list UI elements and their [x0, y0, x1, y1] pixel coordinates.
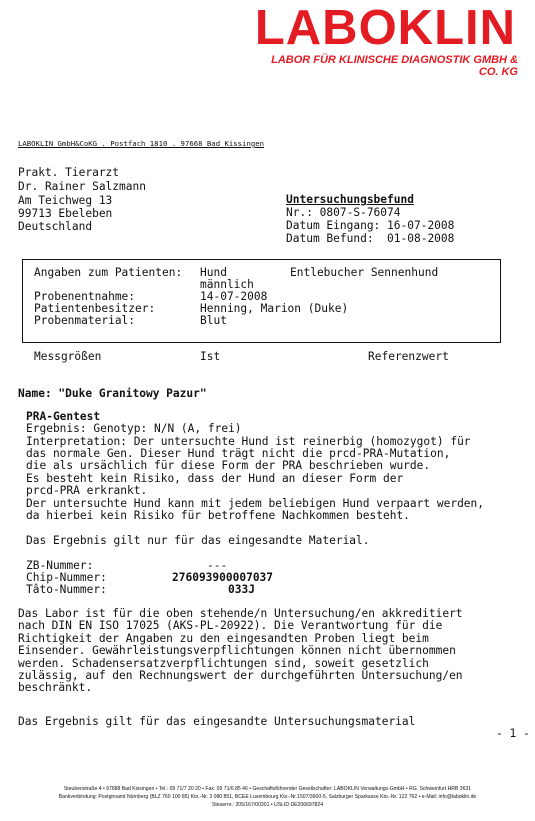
- date-result: Datum Befund: 01-08-2008: [286, 232, 455, 245]
- interpretation-line-5: prcd-PRA erkrankt.: [26, 484, 148, 497]
- patient-sex: männlich: [200, 278, 254, 291]
- page-number: - 1 -: [496, 727, 530, 740]
- owner-name: Henning, Marion (Duke): [200, 302, 349, 315]
- disclaimer-line-1: Das Labor ist für die oben stehende/n Untersuchung/en akkreditiert: [18, 607, 463, 620]
- zb-value: ---: [207, 559, 228, 572]
- column-actual: Ist: [200, 350, 221, 363]
- test-result: Ergebnis: Genotyp: N/N (A, frei): [26, 422, 242, 435]
- dog-name: Name: "Duke Granitowy Pazur": [18, 387, 207, 400]
- interpretation-line-4: Es besteht kein Risiko, dass der Hund an dieser Form der: [26, 472, 404, 485]
- footer-tax: Steuernr.: 205/167/00301 • USt.ID DE206697824: [211, 802, 324, 808]
- interpretation-line-3: die als ursächlich für diese Form der PRA beschrieben wurde.: [26, 459, 431, 472]
- disclaimer-line-2: nach DIN EN ISO 17025 (AKS-PL-20922). Die Verantwortung für die: [18, 619, 443, 632]
- recipient-line-1: Prakt. Tierarzt: [18, 166, 120, 179]
- patient-species: Hund: [200, 266, 227, 279]
- tato-label: Tâto-Nummer:: [26, 583, 107, 596]
- recipient-line-3: Am Teichweg 13: [18, 194, 113, 207]
- lab-tagline: LABOR FÜR KLINISCHE DIAGNOSTIK GMBH & CO. KG: [271, 54, 518, 78]
- column-reference: Referenzwert: [368, 350, 449, 363]
- patient-breed: Entlebucher Sennenhund: [290, 266, 439, 279]
- interpretation-line-7: da hierbei kein Risiko für betroffene Nachkommen besteht.: [26, 509, 410, 522]
- closing-statement: Das Ergebnis gilt für das eingesandte Untersuchungsmaterial: [18, 715, 416, 728]
- footer-bank: Bankverbindung: Postgiroamt Nürnberg (BLZ 760 100 85) Kto.-Nr. 3 080 851, BCEE Luxembourg Kto.-Nr.1507/3600-5, Salzburger Sparkasse Kto.-Nr. 122 762 • e-Mail: info@laboklin.de: [58, 794, 477, 800]
- disclaimer-line-4: Einsender. Gewährleistungsverpflichtungen können nicht übernommen: [18, 644, 456, 657]
- recipient-line-4: 99713 Ebeleben: [18, 207, 113, 220]
- disclaimer-line-7: beschränkt.: [18, 681, 93, 694]
- sample-date: 14-07-2008: [200, 290, 268, 303]
- tato-value: 033J: [228, 583, 255, 596]
- interpretation-line-2: das normale Gen. Dieser Hund trägt nicht die prcd-PRA-Mutation,: [26, 447, 451, 460]
- recipient-line-2: Dr. Rainer Salzmann: [18, 180, 146, 193]
- material-label: Probenmaterial:: [34, 314, 136, 327]
- column-measure: Messgrößen: [34, 350, 102, 363]
- chip-value: 276093900007037: [172, 571, 274, 584]
- footer-address: Steubenstraße 4 • 97688 Bad Kissingen • Tel.: 09 71/7 20 20 • Fax: 09 71/6 85 46 • Geschäftsführender Gesellschafter: LABOKLIN Verwaltungs-GmbH • RG. Schweinfurt HRB 3631: [63, 786, 472, 792]
- disclaimer-line-3: Richtigkeit der Angaben zu den eingesandten Proben liegt beim: [18, 632, 429, 645]
- chip-label: Chip-Nummer:: [26, 571, 107, 584]
- date-received: Datum Eingang: 16-07-2008: [286, 219, 455, 232]
- laboklin-logo: LABOKLIN: [254, 1, 516, 55]
- interpretation-line-1: Interpretation: Der untersuchte Hund ist reinerbig (homozygot) für: [26, 435, 471, 448]
- interpretation-line-6: Der untersuchte Hund kann mit jedem beliebigen Hund verpaart werden,: [26, 497, 485, 510]
- material-note: Das Ergebnis gilt nur für das eingesandte Material.: [26, 534, 370, 547]
- report-number: Nr.: 0807-S-76074: [286, 206, 401, 219]
- recipient-line-5: Deutschland: [18, 220, 93, 233]
- disclaimer-line-5: werden. Schadensersatzverpflichtungen sind, soweit gesetzlich: [18, 657, 429, 670]
- return-address: LABOKLIN GmbH&CoKG . Postfach 1810 . 97668 Bad Kissingen: [18, 139, 265, 148]
- sample-material: Blut: [200, 314, 227, 327]
- report-title: Untersuchungsbefund: [286, 193, 414, 206]
- sample-date-label: Probenentnahme:: [34, 290, 136, 303]
- zb-label: ZB-Nummer:: [26, 559, 94, 572]
- patient-info-label: Angaben zum Patienten:: [34, 266, 183, 279]
- owner-label: Patientenbesitzer:: [34, 302, 156, 315]
- test-title: PRA-Gentest: [26, 410, 101, 423]
- disclaimer-line-6: zulässig, auf den Rechnungswert der durchgeführten Untersuchung/en: [18, 669, 463, 682]
